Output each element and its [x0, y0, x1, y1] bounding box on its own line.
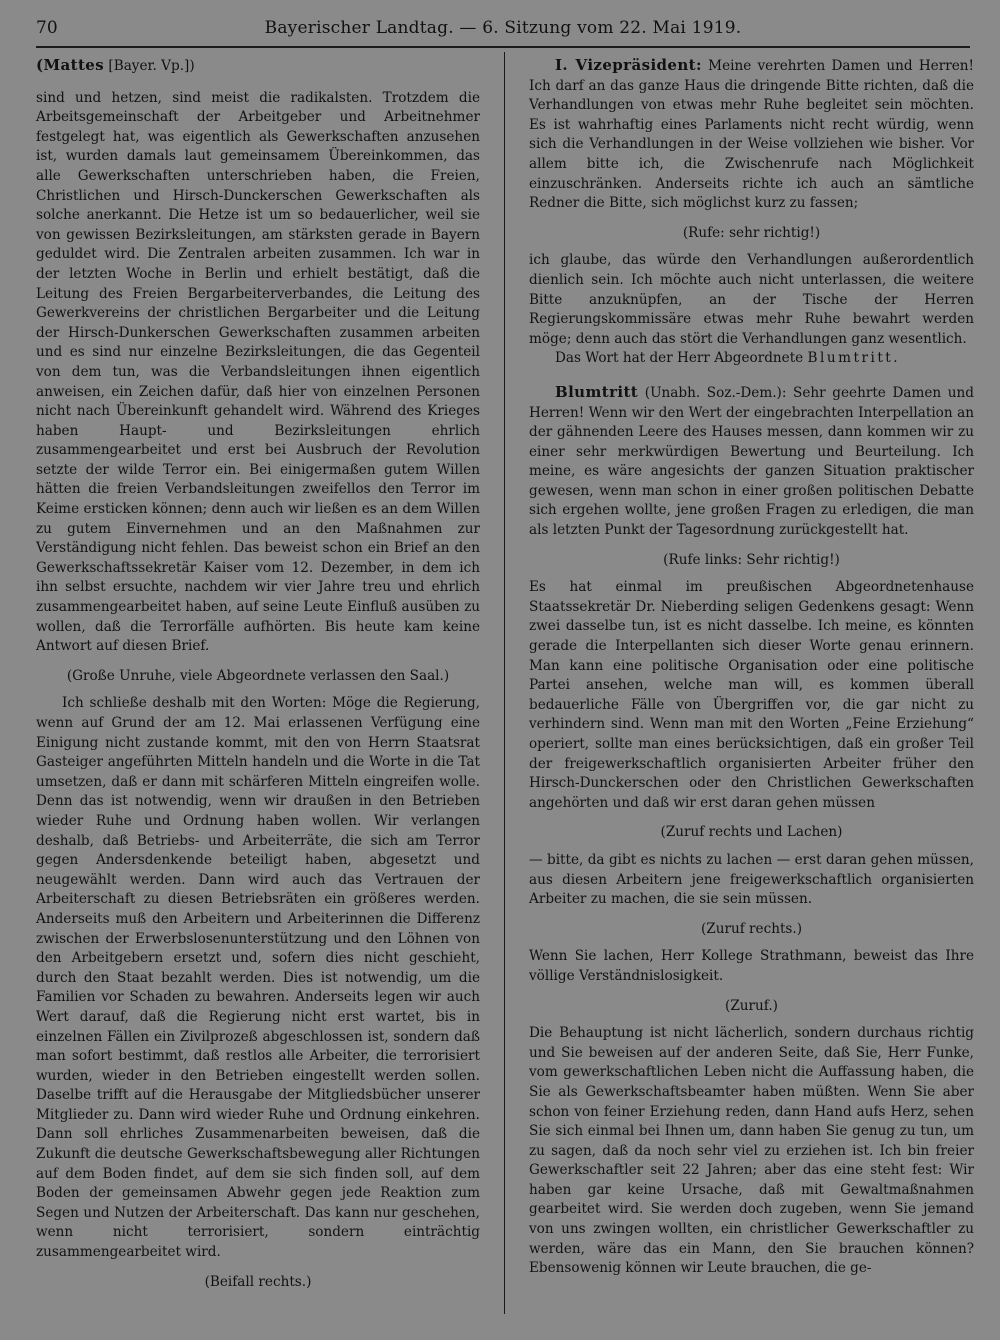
- paragraph: Wenn Sie lachen, Herr Kollege Strathmann, beweist das Ihre völlige Verständnislosigkeit.: [529, 948, 974, 984]
- paragraph: sind und hetzen, sind meist die radikalsten. Trotzdem die Arbeitsgemeinschaft der Arbeitgeber und Arbeitnehmer festgelegt hat, was eigentlich als Gewerkschaften anzusehen ist, wurden damals laut gemeinsamem Übereinkommen, das alle Gewerkschaften unterschrieben haben, die Freien, Christlichen und Hirsch-Dunckerschen Gewerkschaften als solche anerkannt. Die Hetze ist um so bedauerlicher, weil sie von gewissen Bezirksleitungen, am stärksten gerade in Bayern geduldet wird. Die Zentralen arbeiten zusammen. Ich war in der letzten Woche in Berlin und erhielt bestätigt, daß die Leitung des Freien Bergarbeiterverbandes, die Leitung des Gewerkvereins der christlichen Bergarbeiter und die Leitung der Hirsch-Dunkerschen Gewerkschaften zusammen arbeiten und es sind nur einzelne Bezirksleitungen, die das Gegenteil von dem tun, was die Verbandsleitungen ihnen eigentlich anweisen, ein Zeichen dafür, daß hier von einzelnen Personen nicht nach Übereinkunft gehandelt wird. Während des Krieges haben Haupt- und Bezirksleitungen ehrlich zusammengearbeitet und erst bei Ausbruch der Revolution setzte der wilde Terror ein. Bei einigermaßen gutem Willen hätten die freien Verbandsleitungen zweifellos den Terror im Keime ersticken können; denn auch wir ließen es an dem Willen zu gutem Einvernehmen und an den Maßnahmen zur Verständigung nicht fehlen. Das beweist schon ein Brief an den Gewerkschaftssekretär Kaiser vom 12. Dezember, in dem ich ihn selbst ersuchte, nachdem wir vier Jahre treu und ehrlich zusammengearbeitet haben, auf seine Leute Einfluß ausüben zu wollen, daß die Terrorfälle aufhörten. Bis heute kam keine Antwort auf diesen Brief.: [36, 89, 480, 655]
- speaker-heading: [36, 56, 480, 77]
- paragraph: Es hat einmal im preußischen Abgeordnetenhause Staatssekretär Dr. Nieberding seligen Gedenkens gesagt: Wenn zwei dasselbe tun, ist es nicht dasselbe. Ich meine, es könnten gerade die Interpellanten sich dieser Worte genau erinnern. Man kann eine politische Organisation oder eine politische Partei ansehen, welche man will, es kommen überall bedauerliche Fälle von Übergriffen vor, die gar nicht zu verhindern sind. Wenn man mit den Worten „Feine Erziehung“ operiert, sollte man eines berücksichtigen, daß ein großer Teil der freigewerkschaftlich organisierten Arbeiter früher den Hirsch-Dunckerschen oder den Christlichen Gewerkschaften angehörten und daß wir erst daran gehen müssen: [529, 579, 974, 811]
- interjection: (Große Unruhe, viele Abgeordnete verlassen den Saal.): [66, 667, 450, 684]
- interjection: (Beifall rechts.): [204, 1273, 312, 1290]
- interjection: (Zuruf rechts.): [700, 920, 803, 937]
- page-number: 70: [36, 18, 58, 38]
- interjection: (Rufe: sehr richtig!): [682, 224, 821, 241]
- paragraph-text: Meine verehrten Damen und Herren! Ich darf an das ganze Haus die dringende Bitte richten, daß die Verhandlungen von etwas mehr Ruhe begleitet sein möchten. Es ist wahrhaftig eines Parlaments nicht recht würdig, wenn sich die Verhandlungen in der Weise vollziehen wie bisher. Vor allem bitte ich, die Zwischenrufe nach Möglichkeit einzuschränken. Anderseits richte ich auch an sämtliche Redner die Bitte, sich möglichst kurz zu fassen;: [529, 58, 974, 212]
- member-name: Blumtritt.: [807, 350, 901, 367]
- paragraph: — bitte, da gibt es nichts zu lachen — erst daran gehen müssen, aus diesen Arbeitern jene freigewerkschaftlich organisierten Arbeiter zu machen, die sie sein müssen.: [529, 851, 974, 908]
- speaker-name: I. Vizepräsident:: [555, 56, 702, 74]
- paragraph: [529, 56, 974, 214]
- paragraph: [529, 349, 974, 369]
- interjection: (Zuruf rechts und Lachen): [660, 824, 843, 841]
- paragraph: ich glaube, das würde den Verhandlungen außerordentlich dienlich sein. Ich möchte auch nicht unterlassen, die weitere Bitte anzuknüpfen, an der Tische der Herren Regierungskommissäre etwas mehr Ruhe bewahrt werden möge; denn auch das stört die Verhandlungen ganz wesentlich.: [529, 252, 974, 347]
- paragraph-text: Das Wort hat der Herr Abgeordnete: [555, 350, 804, 367]
- speaker-party: [Bayer. Vp.]): [108, 58, 195, 74]
- speaker-party: (Unabh. Soz.-Dem.):: [644, 384, 787, 401]
- paragraph: Die Behauptung ist nicht lächerlich, sondern durchaus richtig und Sie beweisen auf der anderen Seite, daß Sie, Herr Funke, vom gewerkschaftlichen Leben nicht die Auffassung haben, die Sie als Gewerkschaftsbeamter haben müßten. Wenn Sie aber schon von feiner Erziehung reden, dann Hand aufs Herz, sehen Sie sich einmal bei Ihnen um, dann haben Sie genug zu tun, um zu sagen, daß da noch sehr viel zu erziehen ist. Ich bin freier Gewerkschaftler seit 22 Jahren; aber das eine steht fest: Wir haben gar keine Ursache, daß mit Gewaltmaßnahmen gearbeitet wird. Sie werden doch zugeben, wenn Sie jemand von uns zwingen wollten, ein christlicher Gewerkschaftler zu werden, wäre das ein Mann, den Sie brauchen können? Ebensowenig können wir Leute brauchen, die ge-: [529, 1025, 974, 1277]
- paragraph: Ich schließe deshalb mit den Worten: Möge die Regierung, wenn auf Grund der am 12. Mai erlassenen Verfügung eine Einigung nicht zustande kommt, mit den von Herrn Staatsrat Gasteiger angeführten Mitteln handeln und die Worte in die Tat umsetzen, daß er dann mit schärferen Mitteln eingreifen wolle. Denn das ist notwendig, wenn wir draußen in den Betrieben wieder Ruhe und Ordnung haben wollen. Wir verlangen deshalb, daß Betriebs- und Arbeiterräte, die sich am Terror gegen Andersdenkende beteiligt haben, abgesetzt und neugewählt werden. Dann wird auch das Vertrauen der Arbeiterschaft zu diesen Betriebsräten ein größeres werden. Anderseits muß den Arbeitern und Arbeiterinnen die Differenz zwischen der Erwerbslosenunterstützung und den Löhnen von den Arbeitgebern ersetzt und, sofern dies nicht geschieht, durch den Staat bezahlt werden. Dies ist notwendig, um die Familien vor Schaden zu bewahren. Anderseits legen wir auch Wert darauf, daß die Regierung nicht erst wartet, bis in einzelnen Fällen ein Zivilprozeß abgeschlossen ist, sondern daß man sofort bestimmt, daß restlos alle Arbeiter, die terrorisiert wurden, wieder in den Betrieben eingestellt werden sollen. Daselbe trifft auf die Herausgabe der Mitgliedsbücher unserer Mitglieder zu. Dann wird wieder Ruhe und Ordnung einkehren. Dann soll ehrliches Zusammenarbeiten beweisen, daß die Zukunft die deutsche Gewerkschaftsbewegung aller Richtungen auf dem Boden findet, auf dem sie sich finden soll, auf dem Boden der gemeinsamen Abwehr gegen jede Reaktion zum Segen und Nutzen der Arbeiterschaft. Das kann nur geschehen, wenn nicht terrorisiert, sondern einträchtig zusammengearbeitet wird.: [36, 695, 480, 1261]
- speaker-name: (Mattes: [36, 56, 105, 74]
- speaker-name: Blumtritt: [555, 382, 639, 401]
- running-title: Bayerischer Landtag. — 6. Sitzung vom 22. Mai 1919.: [264, 18, 742, 38]
- interjection: (Rufe links: Sehr richtig!): [663, 551, 840, 568]
- right-column: [529, 56, 974, 1279]
- paragraph: [529, 383, 974, 541]
- page-header: [36, 12, 970, 48]
- left-column: [36, 56, 480, 1300]
- column-divider: [504, 52, 505, 1314]
- interjection: (Zuruf.): [725, 997, 778, 1014]
- paragraph-text: Sehr geehrte Damen und Herren! Wenn wir den Wert der eingebrachten Interpellation an der gähnenden Leere des Hauses messen, dann kommen wir zu einer sehr merkwürdigen Bewertung und Beurteilung. Ich meine, es wäre angesichts der ganzen Situation praktischer gewesen, wenn man schon in einer großen politischen Debatte sich ergehen wollte, jene großen Fragen zu erledigen, die man als letzten Punkt der Tagesordnung zurückgestellt hat.: [529, 384, 974, 539]
